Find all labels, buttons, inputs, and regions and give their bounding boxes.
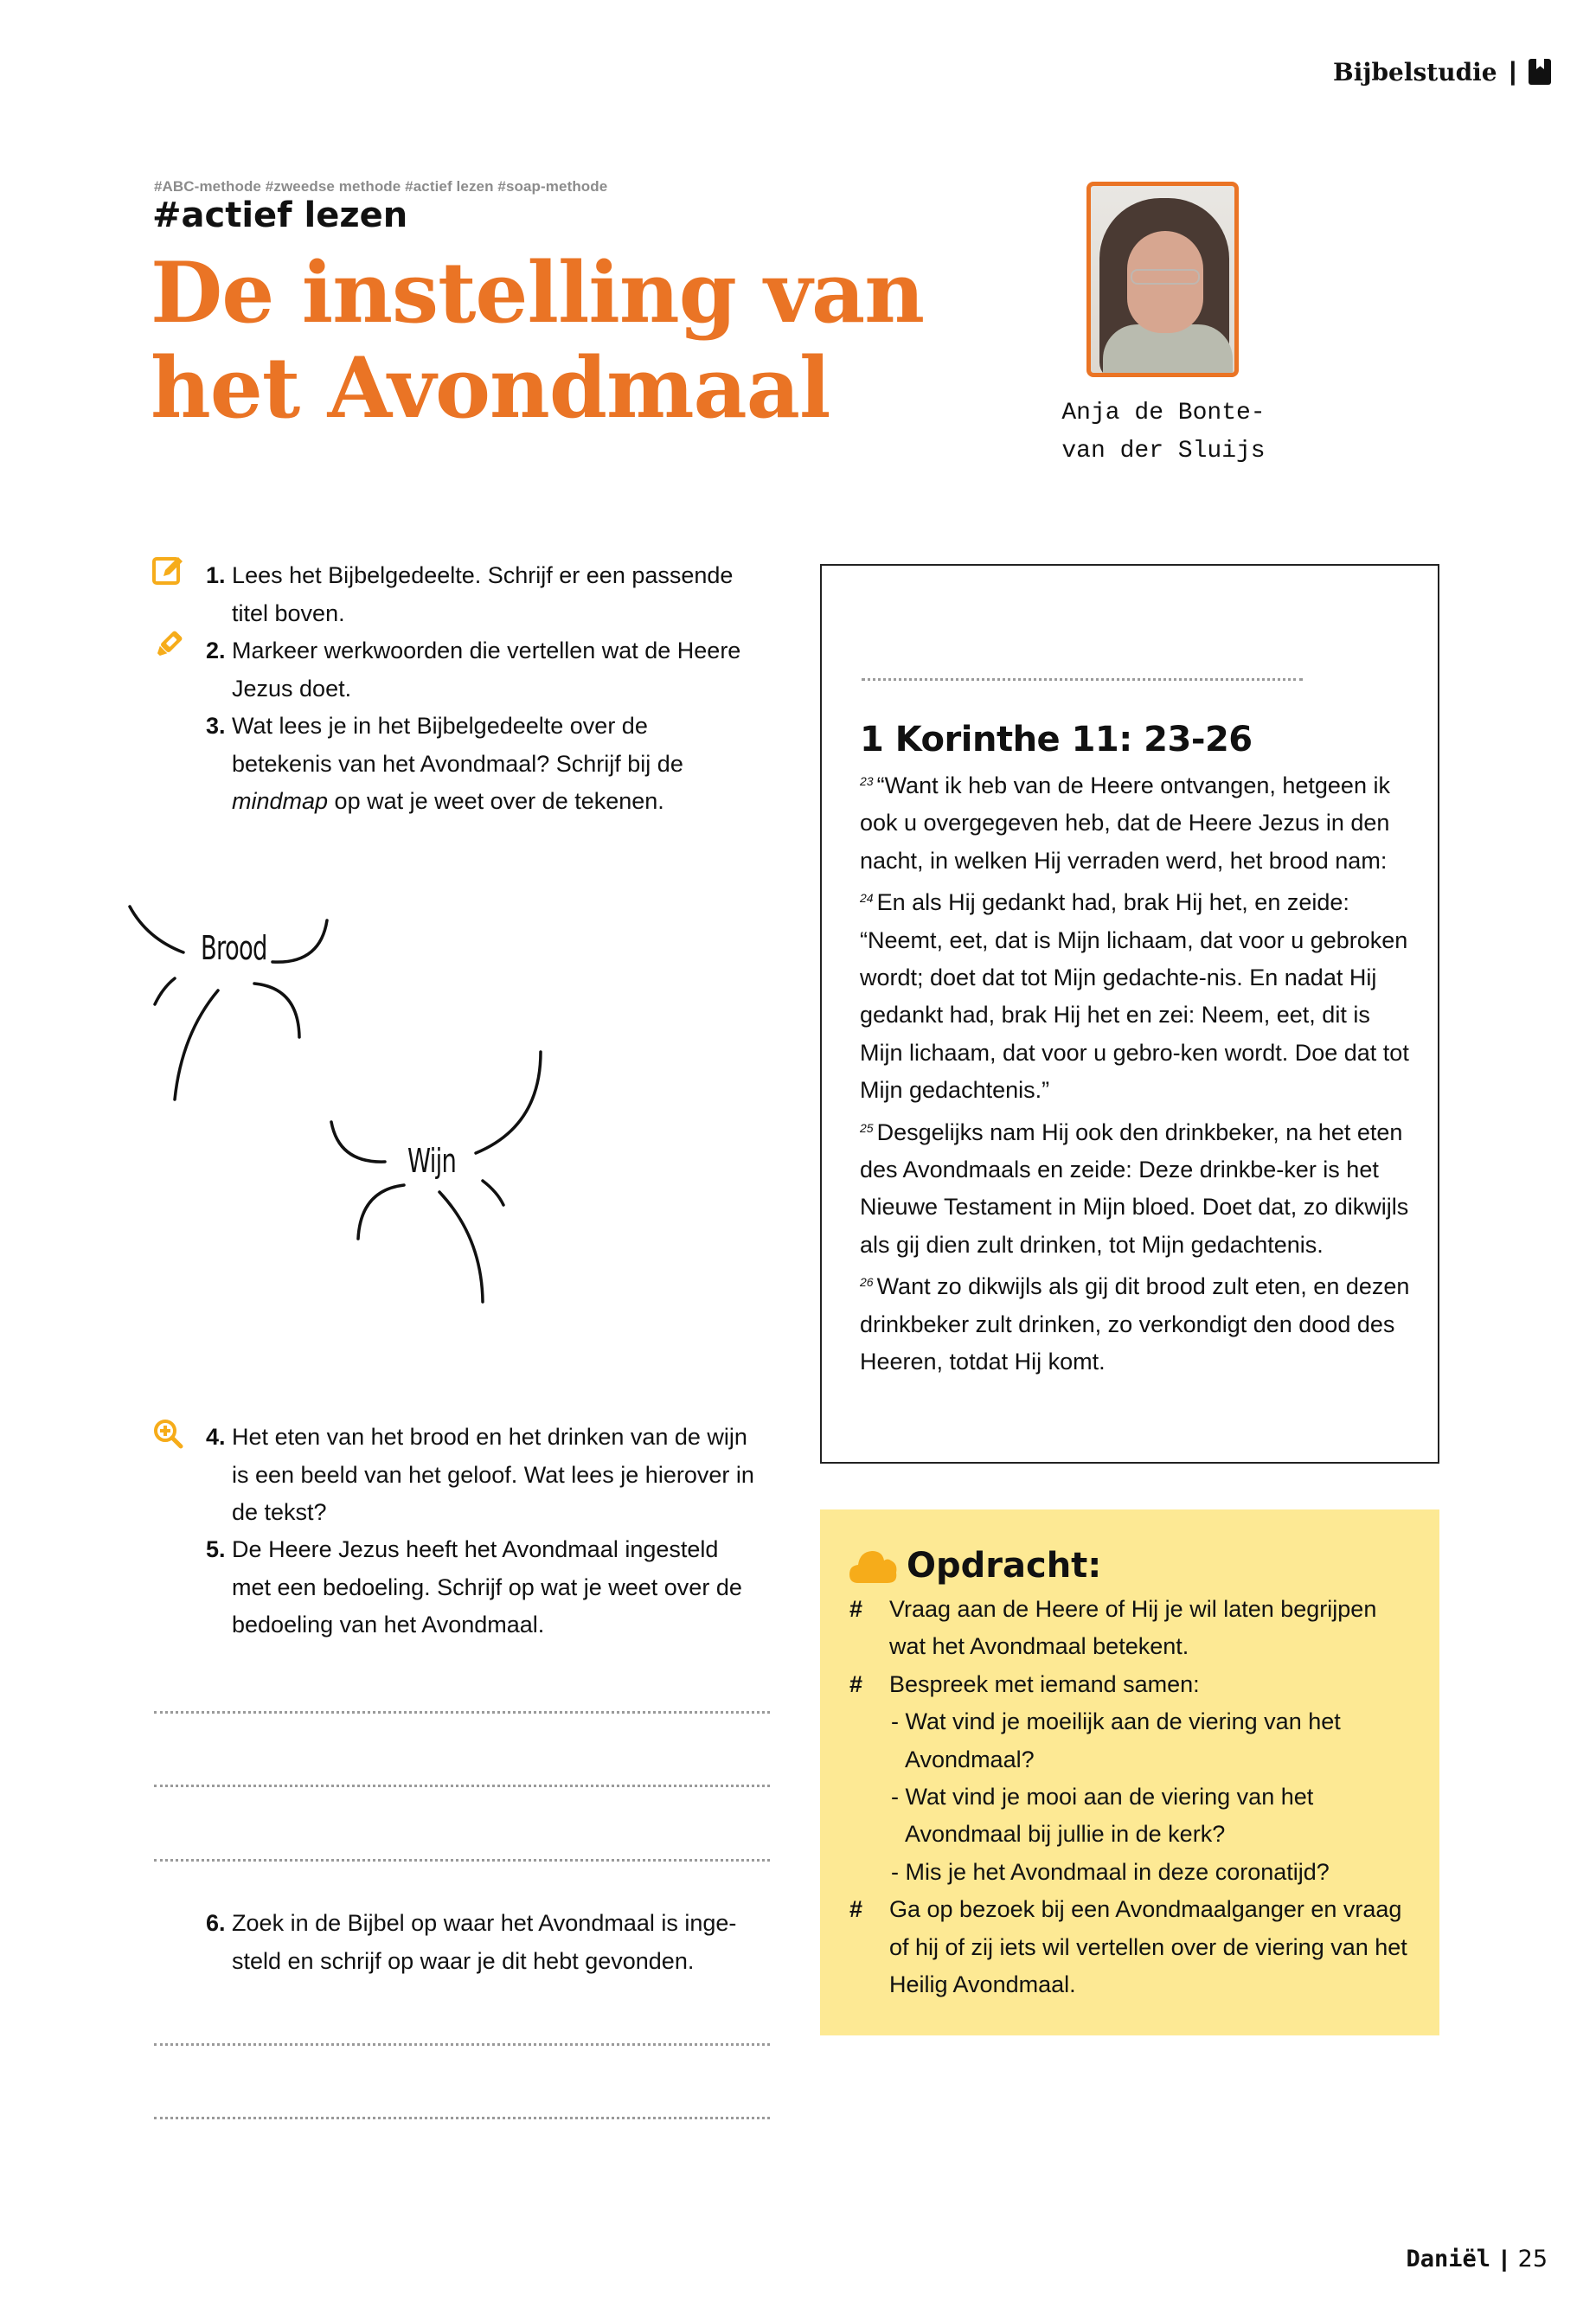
mindmap-node-brood: Brood (201, 929, 267, 967)
author-name (1060, 394, 1267, 471)
title-line-1: De instelling van (151, 244, 925, 342)
passage-title-line[interactable] (862, 678, 1303, 681)
section-title: Bijbelstudie (1333, 57, 1497, 87)
assignment-header (849, 1546, 1101, 1586)
answer-line[interactable] (154, 1859, 770, 1862)
cloud-icon (849, 1547, 898, 1585)
question-6: 6. Zoek in de Bijbel op waar het Avondmaal is inge- steld en schrijf op waar je dit hebt gevonden. (206, 1910, 737, 1974)
page-title (151, 246, 924, 436)
question-5: 5. De Heere Jezus heeft het Avondmaal ingesteld met een bedoeling. Schrijf op wat je weet over de bedoeling van het Avondmaal. (206, 1536, 742, 1638)
assignment-subitem: - Wat vind je moeilijk aan de viering van het Avondmaal? (891, 1708, 1341, 1772)
verse-26: $^{26}$ Want zo dikwijls als gij dit brood zult eten, en dezen drinkbeker zult drinken, zo verkondigt den dood des Heeren, totdat Hij komt. (860, 1273, 1410, 1375)
section-label (1333, 57, 1551, 87)
highlighter-icon (151, 628, 185, 663)
assignment-list (849, 1591, 1412, 2003)
separator: | (1509, 57, 1516, 86)
assignment-item: # Vraag aan de Heere of Hij je wil laten begrijpen wat het Avondmaal betekent. (849, 1591, 1412, 1666)
assignment-item: # Ga op bezoek bij een Avondmaalganger en vraag of hij of zij iets wil vertellen over de viering van het Heilig Avondmaal. (849, 1891, 1412, 2003)
question-2: 2. Markeer werkwoorden die vertellen wat de Heere Jezus doet. (206, 638, 741, 702)
answer-line[interactable] (154, 2043, 770, 2046)
page-number: 25 (1517, 2246, 1548, 2272)
magazine-name: Daniël (1406, 2246, 1491, 2272)
mindmap-node-wijn: Wijn (407, 1142, 457, 1180)
verse-25: $^{25}$ Desgelijks nam Hij ook den drinkbeker, na het eten des Avondmaals en zeide: Deze drinkbe-ker is het Nieuwe Testament in Mijn bloed. Doet dat, zo dikwijls als gij dien zult drinken, tot Mijn gedachtenis. (860, 1118, 1409, 1258)
assignment-box (820, 1509, 1439, 2035)
assignment-subitem: - Wat vind je mooi aan de viering van het Avondmaal bij jullie in de kerk? (891, 1784, 1314, 1848)
assignment-subitem: - Mis je het Avondmaal in deze coronatijd? (891, 1858, 1330, 1885)
author-line-1: Anja de Bonte- (1061, 400, 1266, 426)
verse-23: $^{23}$ “Want ik heb van de Heere ontvangen, hetgeen ik ook u overgegeven heb, dat de Heere Jezus in den nacht, in welken Hij verraden werd, het brood nam: (860, 772, 1390, 874)
article-tags: #ABC-methode #zweedse methode #actief lezen #soap-methode (154, 178, 608, 195)
footer-separator: | (1501, 2246, 1508, 2272)
author-line-2: van der Sluijs (1061, 438, 1266, 465)
question-3: 3. Wat lees je in het Bijbelgedeelte over de betekenis van het Avondmaal? Schrijf bij de mindmap op wat je weet over de tekenen. (206, 713, 683, 814)
bible-passage-box (820, 564, 1439, 1464)
edit-square-icon (151, 554, 186, 588)
answer-line[interactable] (154, 1711, 770, 1714)
verse-24: $^{24}$ En als Hij gedankt had, brak Hij het, en zeide: “Neemt, eet, dat is Mijn lichaam, dat voor u gebroken wordt; doet dat tot Mijn gedachte-nis. En nadat Hij gedankt had, brak Hij het en zei: Neem, eet, dit is Mijn lichaam, dat voor u gebro-ken wordt. Doe dat tot Mijn gedachtenis.” (860, 889, 1409, 1104)
answer-line[interactable] (154, 1785, 770, 1787)
article-kicker: #actief lezen (152, 195, 408, 235)
book-bookmark-icon (1529, 59, 1551, 85)
author-photo (1086, 182, 1239, 377)
mindmap (121, 891, 779, 1375)
assignment-title: Opdracht: (907, 1546, 1102, 1586)
assignment-item: # Bespreek met iemand samen: (849, 1666, 1412, 1703)
page-footer (1407, 2246, 1548, 2272)
title-line-2: het Avondmaal (151, 339, 830, 437)
answer-line[interactable] (154, 2117, 770, 2119)
question-4: 4. Het eten van het brood en het drinken van de wijn is een beeld van het geloof. Wat lees je hierover in de tekst? (206, 1424, 754, 1525)
zoom-in-icon (151, 1417, 186, 1452)
bible-reference: 1 Korinthe 11: 23-26 (860, 720, 1253, 760)
bible-text (860, 763, 1413, 1381)
question-1: 1. Lees het Bijbelgedeelte. Schrijf er een passende titel boven. (206, 562, 734, 626)
